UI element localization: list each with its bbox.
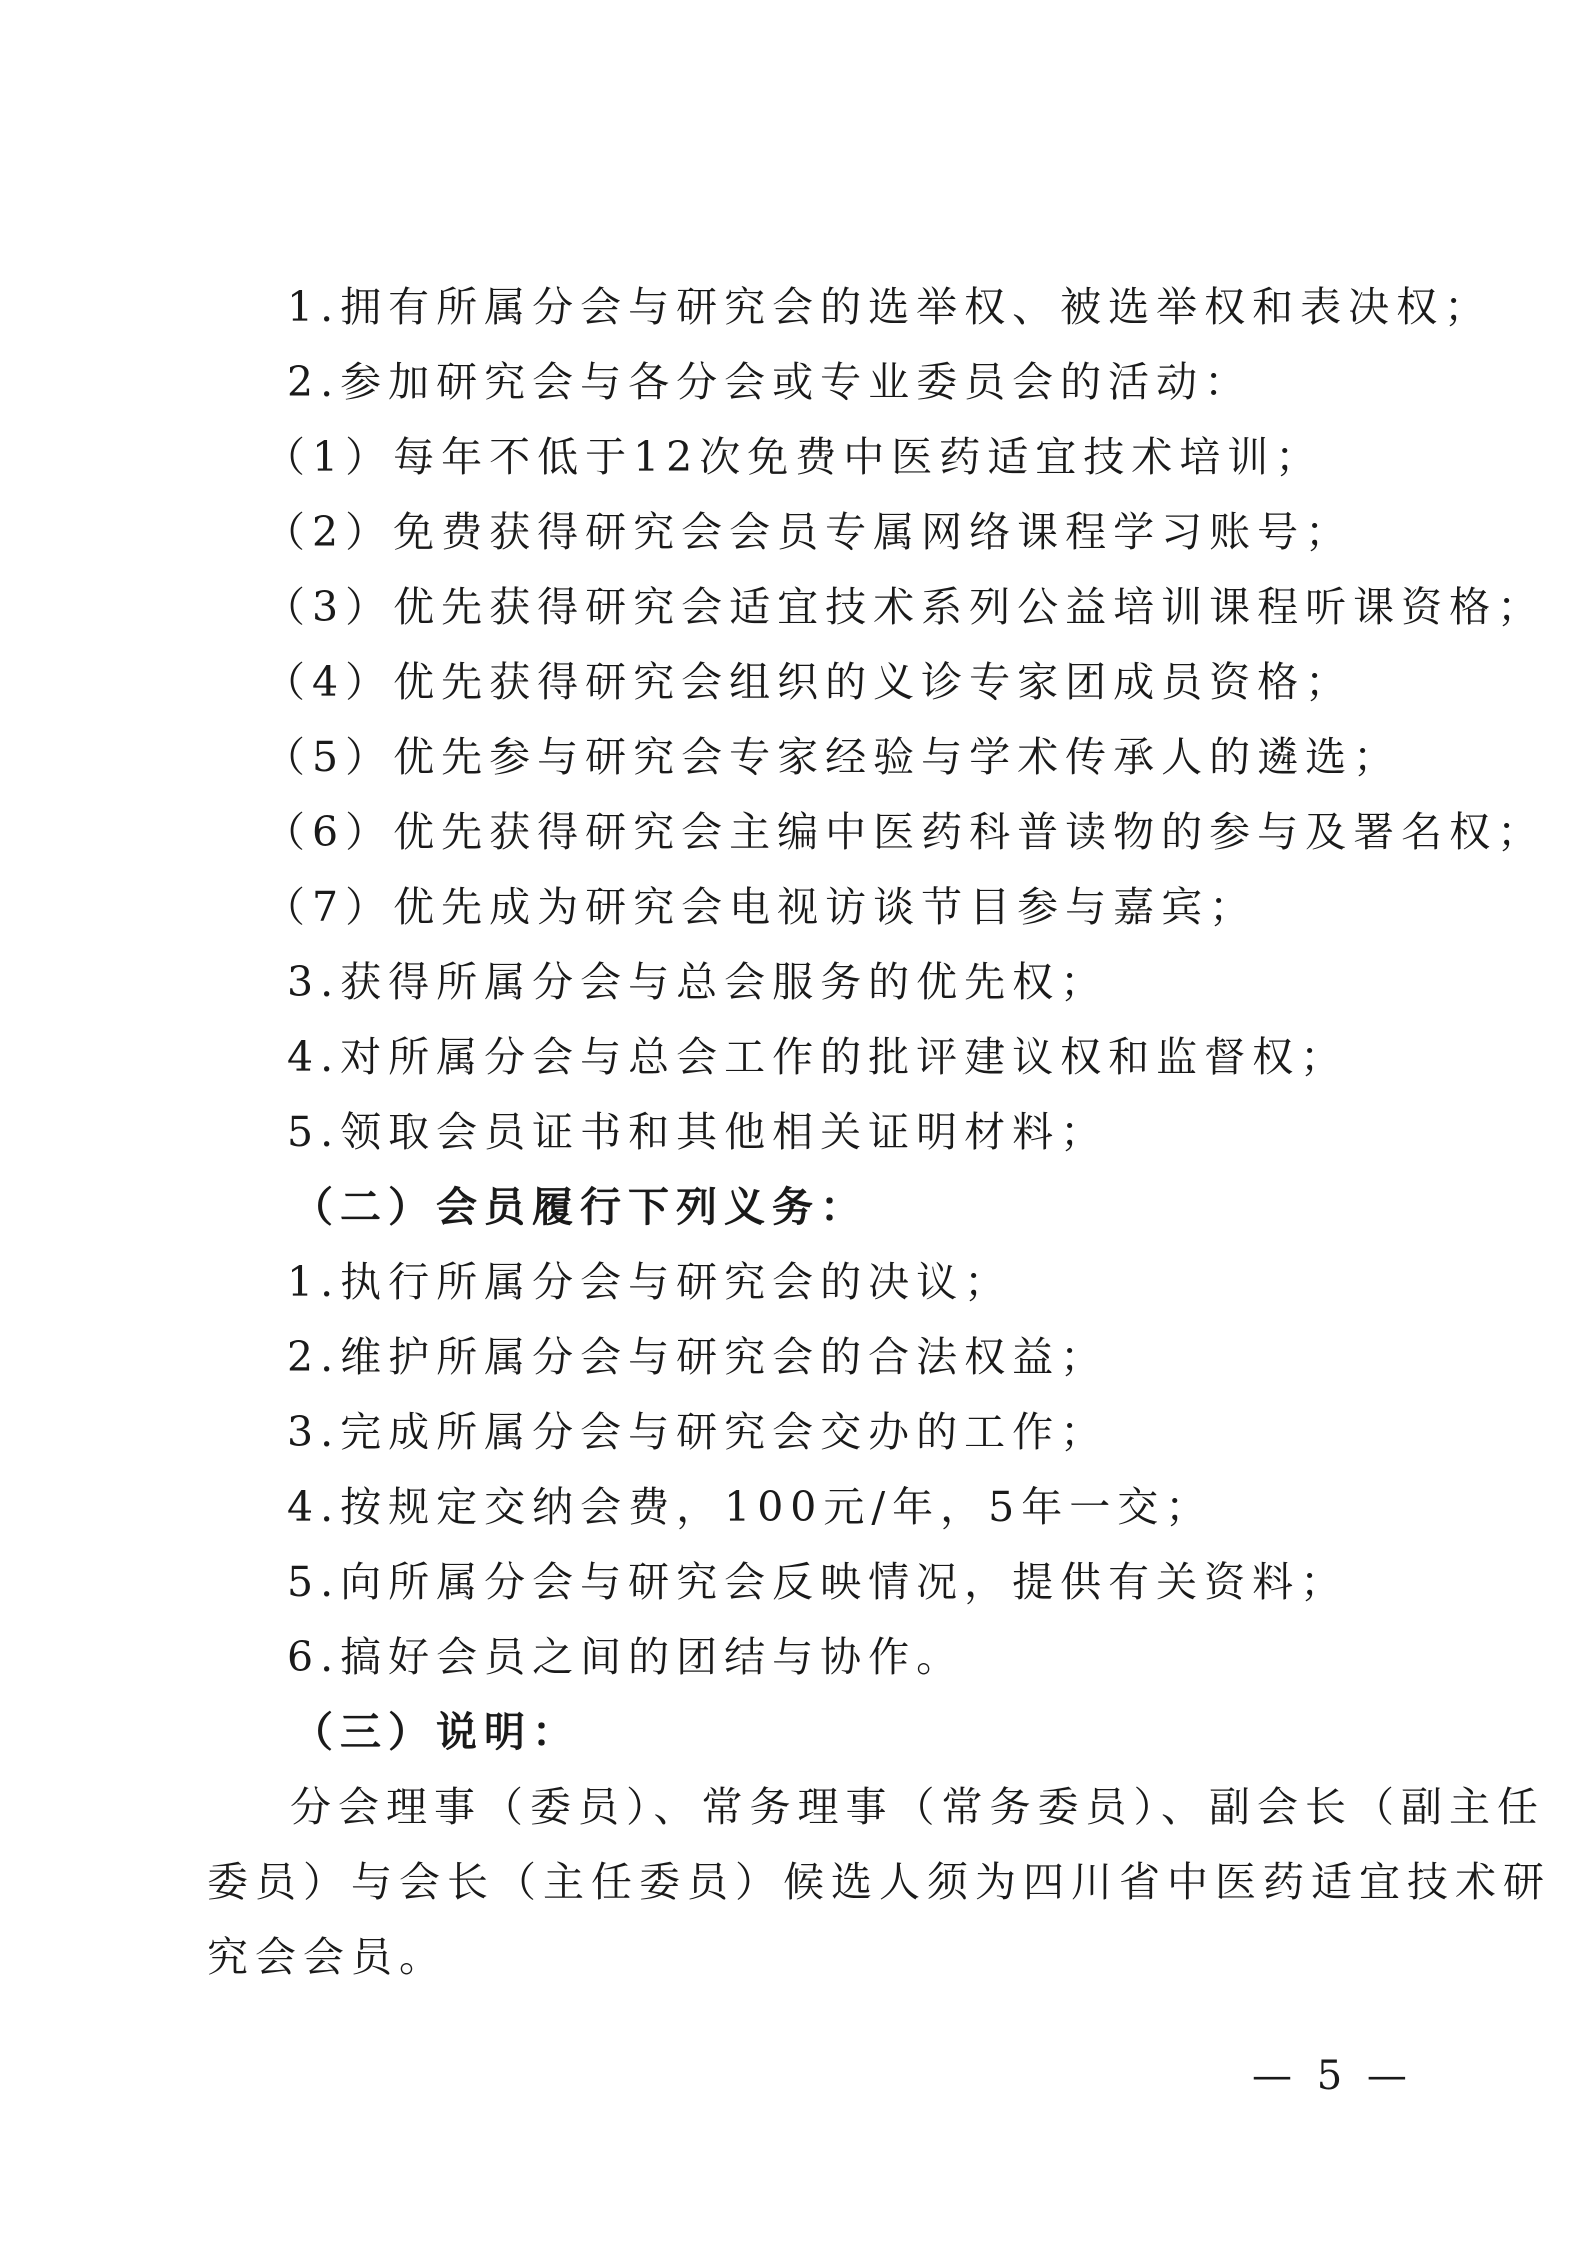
activity-item-6: （6）优先获得研究会主编中医药科普读物的参与及署名权；: [264, 808, 1546, 856]
activity-item-3: （3）优先获得研究会适宜技术系列公益培训课程听课资格；: [264, 583, 1546, 631]
activity-item-4: （4）优先获得研究会组织的义诊专家团成员资格；: [264, 658, 1354, 706]
rights-item-5: 5.领取会员证书和其他相关证明材料；: [287, 1108, 1109, 1156]
rights-item-3: 3.获得所属分会与总会服务的优先权；: [287, 958, 1109, 1006]
activity-item-2: （2）免费获得研究会会员专属网络课程学习账号；: [264, 508, 1354, 556]
obligations-heading: （二）会员履行下列义务：: [292, 1183, 868, 1231]
obligations-item-4: 4.按规定交纳会费，100元/年，5年一交；: [287, 1483, 1214, 1531]
notes-heading: （三）说明：: [292, 1708, 580, 1756]
page-number: — 5 —: [1252, 2053, 1413, 2099]
obligations-item-1: 1.执行所属分会与研究会的决议；: [287, 1258, 1013, 1306]
rights-item-1: 1.拥有所属分会与研究会的选举权、被选举权和表决权；: [287, 283, 1493, 331]
obligations-item-2: 2.维护所属分会与研究会的合法权益；: [287, 1333, 1109, 1381]
obligations-item-3: 3.完成所属分会与研究会交办的工作；: [287, 1408, 1109, 1456]
activity-item-5: （5）优先参与研究会专家经验与学术传承人的遴选；: [264, 733, 1402, 781]
obligations-item-6: 6.搞好会员之间的团结与协作。: [287, 1633, 965, 1681]
rights-item-2: 2.参加研究会与各分会或专业委员会的活动：: [287, 358, 1253, 406]
notes-paragraph-line-3: 究会会员。: [207, 1933, 447, 1981]
activity-item-7: （7）优先成为研究会电视访谈节目参与嘉宾；: [264, 883, 1258, 931]
notes-paragraph-line-1: 分会理事（委员）、常务理事（常务委员）、副会长（副主任: [290, 1783, 1545, 1831]
obligations-item-5: 5.向所属分会与研究会反映情况，提供有关资料；: [287, 1558, 1349, 1606]
activity-item-1: （1）每年不低于12次免费中医药适宜技术培训；: [264, 433, 1324, 481]
rights-item-4: 4.对所属分会与总会工作的批评建议权和监督权；: [287, 1033, 1349, 1081]
notes-paragraph-line-2: 委员）与会长（主任委员）候选人须为四川省中医药适宜技术研: [207, 1858, 1551, 1906]
